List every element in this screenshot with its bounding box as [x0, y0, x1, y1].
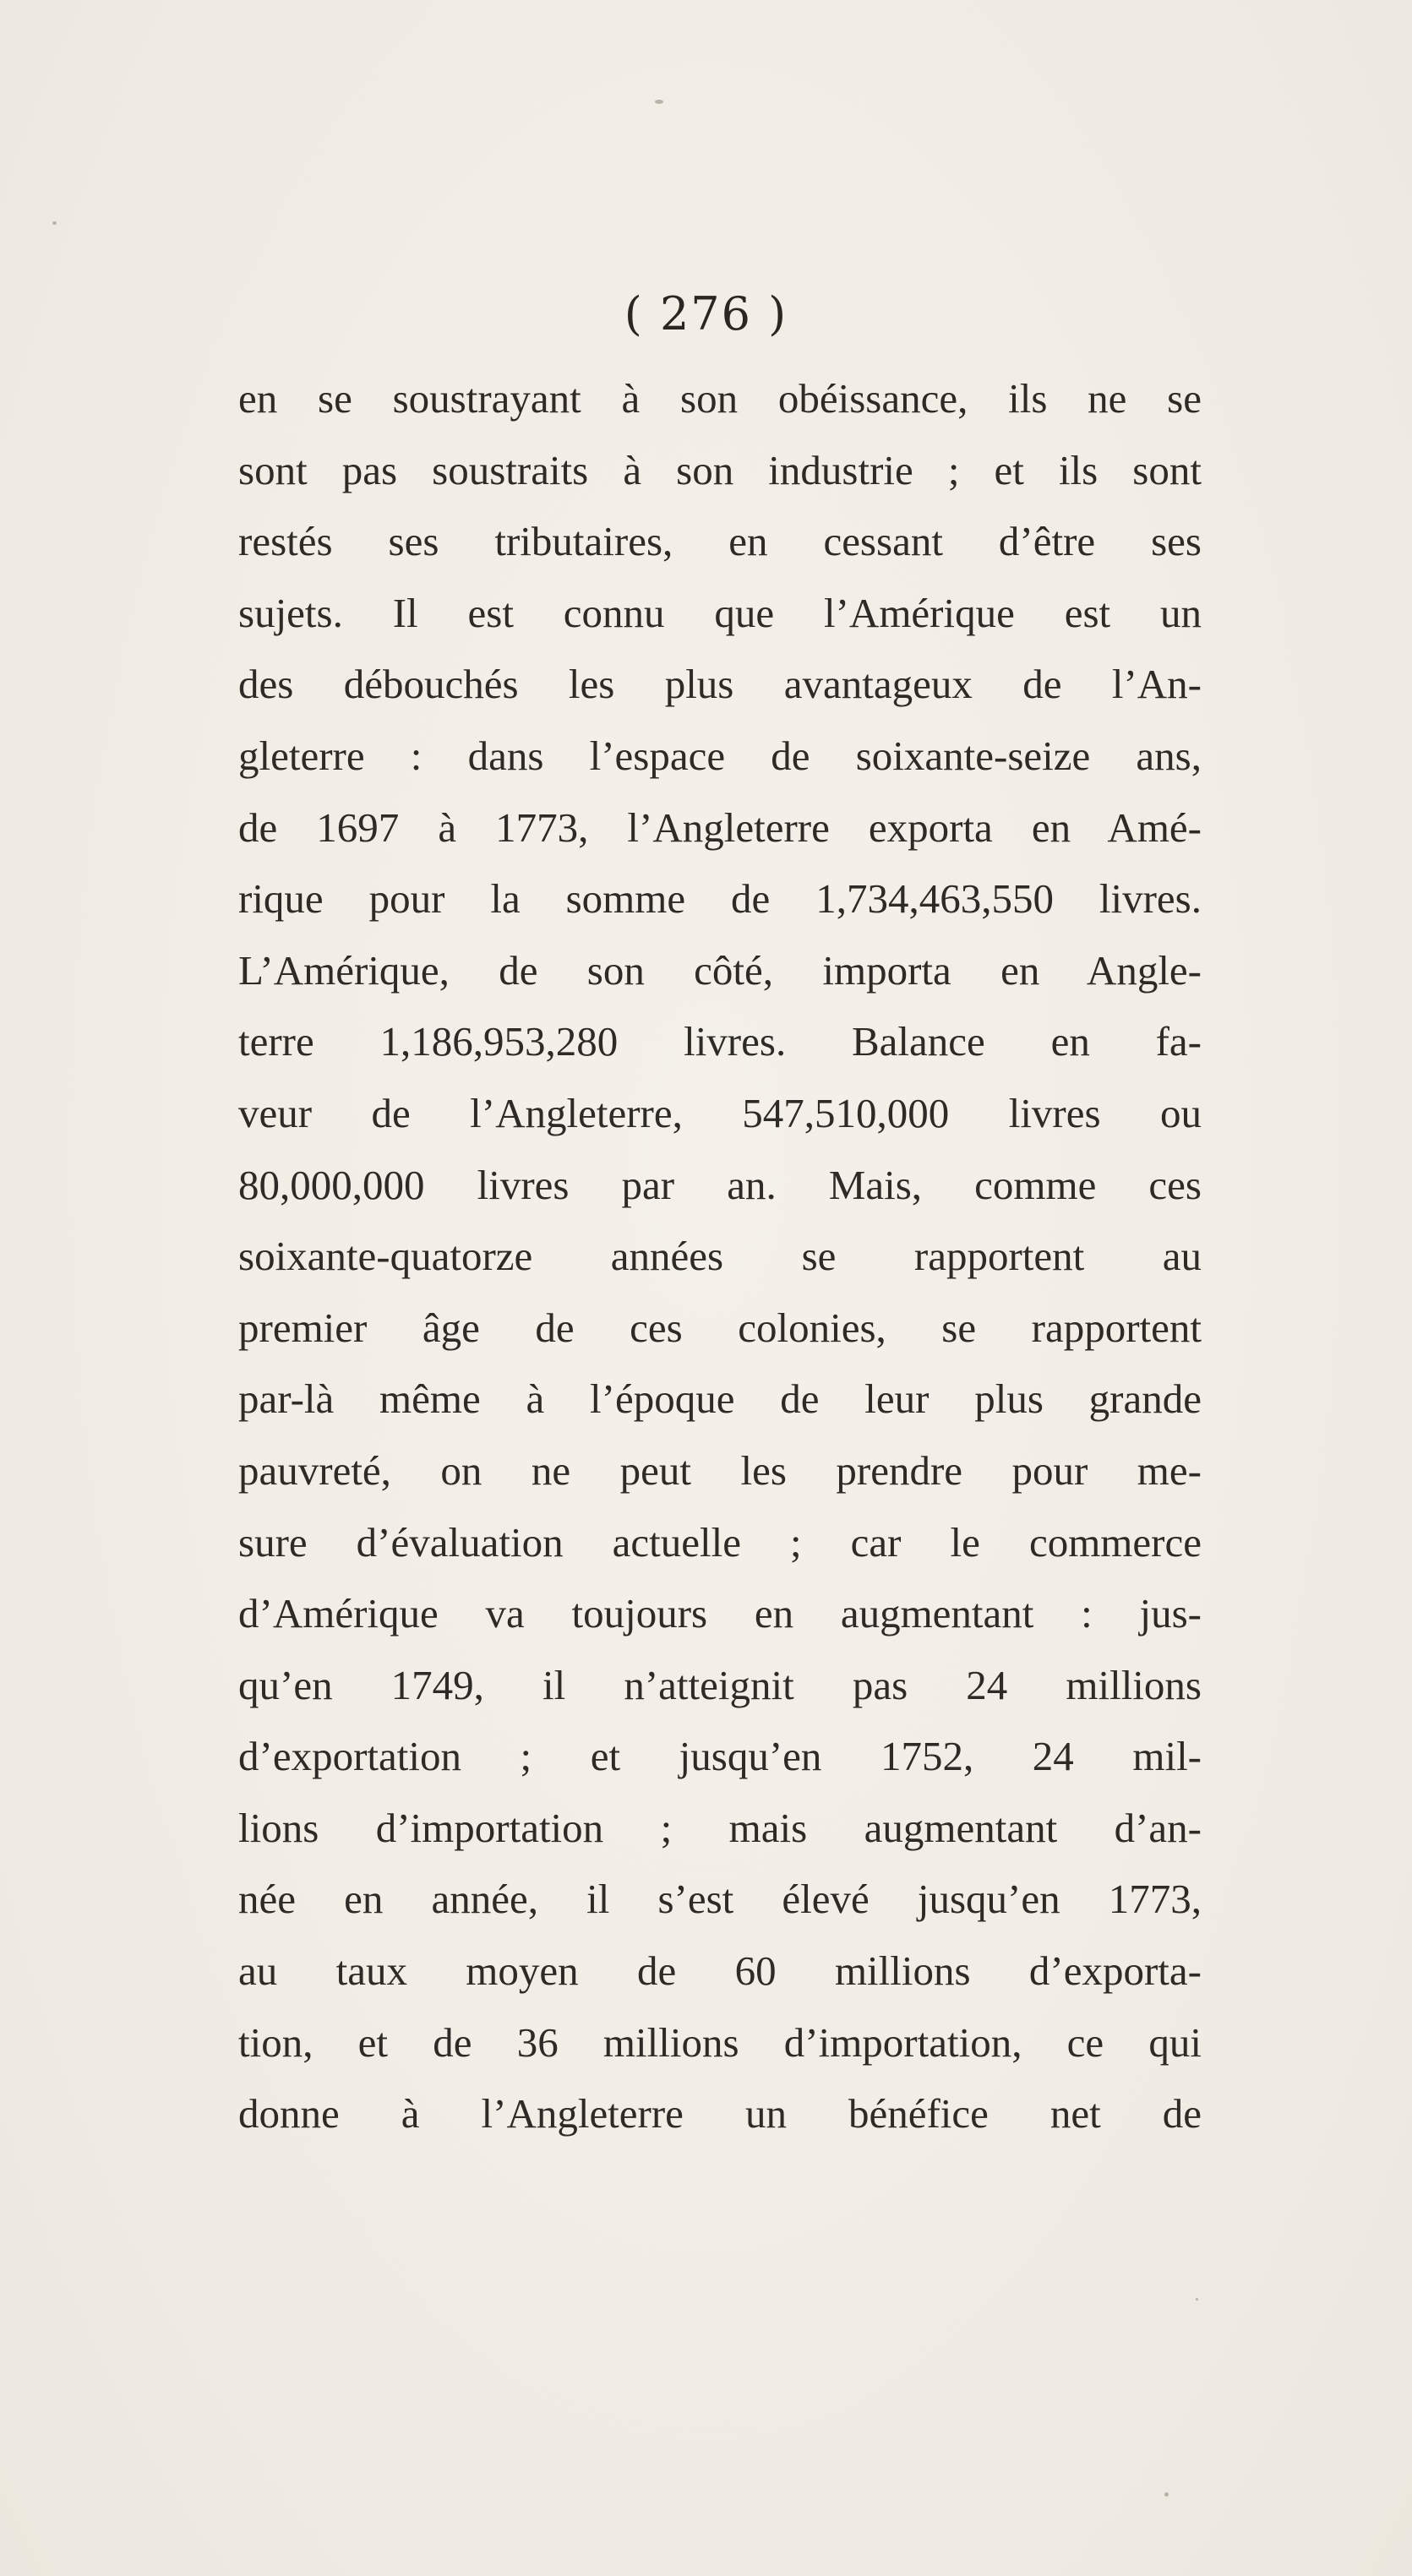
- text-line: soixante-quatorze années se rapportent au: [238, 1233, 1202, 1280]
- text-line: qu’en 1749, il n’atteignit pas 24 millions: [238, 1661, 1202, 1708]
- text-line: 80,000,000 livres par an. Mais, comme ces: [238, 1161, 1202, 1208]
- body-text: [238, 363, 1202, 2150]
- text-line: d’exportation ; et jusqu’en 1752, 24 mil-: [238, 1733, 1202, 1780]
- text-line: par-là même à l’époque de leur plus grande: [238, 1375, 1202, 1423]
- text-line: pauvreté, on ne peut les prendre pour me-: [238, 1446, 1202, 1494]
- text-line: sure d’évaluation actuelle ; car le commerce: [238, 1518, 1202, 1566]
- text-line: restés ses tributaires, en cessant d’être ses: [238, 518, 1202, 565]
- ink-speck: [655, 100, 663, 104]
- text-line: terre 1,186,953,280 livres. Balance en fa-: [238, 1018, 1202, 1065]
- text-line: veur de l’Angleterre, 547,510,000 livres ou: [238, 1089, 1202, 1136]
- text-line: L’Amérique, de son côté, importa en Angle-: [238, 946, 1202, 994]
- text-line: lions d’importation ; mais augmentant d’an-: [238, 1804, 1202, 1851]
- text-line: au taux moyen de 60 millions d’exporta-: [238, 1947, 1202, 1995]
- text-line: née en année, il s’est élevé jusqu’en 1773,: [238, 1876, 1202, 1923]
- text-line: tion, et de 36 millions d’importation, ce qui: [238, 2018, 1202, 2066]
- text-line: de 1697 à 1773, l’Angleterre exporta en Amé-: [238, 803, 1202, 851]
- ink-speck: [1164, 2492, 1169, 2497]
- page-number: ( 276 ): [624, 287, 788, 340]
- text-line: des débouchés les plus avantageux de l’An-: [238, 661, 1202, 708]
- text-line: d’Amérique va toujours en augmentant : jus-: [238, 1590, 1202, 1637]
- text-line: sujets. Il est connu que l’Amérique est un: [238, 589, 1202, 636]
- text-line: rique pour la somme de 1,734,463,550 livres.: [238, 875, 1202, 923]
- text-line: sont pas soustraits à son industrie ; et ils sont: [238, 446, 1202, 493]
- ink-speck: [1196, 2298, 1198, 2301]
- text-line: premier âge de ces colonies, se rapportent: [238, 1304, 1202, 1351]
- ink-speck: [52, 221, 57, 225]
- text-line: gleterre : dans l’espace de soixante-seize ans,: [238, 732, 1202, 779]
- text-line: donne à l’Angleterre un bénéfice net de: [238, 2090, 1202, 2138]
- text-line: en se soustrayant à son obéissance, ils ne se: [238, 375, 1202, 422]
